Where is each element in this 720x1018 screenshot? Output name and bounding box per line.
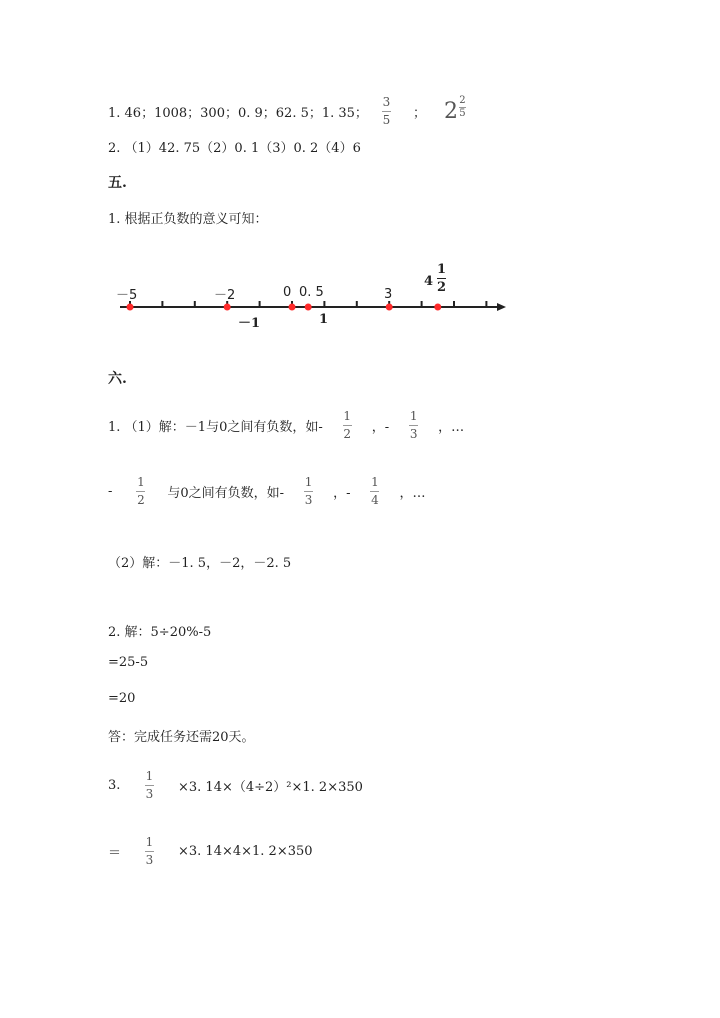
text: - [108,483,113,499]
section-title: 五. [108,175,127,191]
answer-line-1: 1. 46；1008；300；0. 9；62. 5；1. 35； [108,105,368,121]
text: =20 [108,691,136,706]
text: 2. 解：5÷20%-5 [108,625,212,640]
section-title: 六. [108,371,127,387]
denominator: 3 [145,786,154,801]
q1b-row [108,474,426,508]
text: ，… [438,419,465,435]
denominator: 5 [382,112,391,127]
arrow-icon [497,303,506,311]
numerator: 1 [145,768,154,783]
fraction [382,96,391,127]
denominator: 2 [437,280,447,295]
text: ，- [371,419,390,435]
fraction [136,476,145,507]
label: 1 [319,312,329,327]
text: 答：完成任务还需20天。 [108,730,255,745]
fraction [304,476,313,507]
mixed-fraction [459,96,466,119]
point-marker [127,304,134,311]
numerator: 1 [371,474,379,489]
numerator: 1 [304,474,313,489]
point-marker [224,304,231,311]
text: ，- [333,485,351,501]
numerator: 1 [137,474,145,489]
label: 0 [283,285,292,300]
fraction [145,836,154,867]
point-marker [386,304,393,311]
denominator: 5 [459,108,466,119]
answer-line-2: 2. （1）42. 75（2）0. 1（3）0. 2（4）6 [108,141,361,156]
point-marker [305,304,312,311]
text: 1. （1）解：－1与0之间有负数，如- [108,419,323,435]
text: ，… [399,485,426,501]
numerator: 1 [437,262,447,277]
text: 与0之间有负数，如- [167,485,285,501]
denominator: 3 [145,852,154,867]
mixed-whole: 2 [443,98,458,124]
label: 3 [384,287,393,302]
numerator: 1 [409,408,418,423]
text: =25-5 [108,655,149,670]
label: 4 [424,274,434,289]
label: －1 [238,316,261,331]
denominator: 4 [371,492,379,507]
text-line: 1. 根据正负数的意义可知： [108,212,268,227]
label-fraction [437,263,446,294]
label: 0. 5 [299,285,324,300]
numerator: 2 [459,95,466,106]
number-line [0,250,720,340]
text: ＝ [108,845,122,861]
numerator: 1 [145,834,154,849]
separator: ； [412,105,426,121]
point-marker [289,304,296,311]
point-marker [434,304,441,311]
numerator: 1 [343,408,352,423]
fraction [145,770,154,801]
text: 3. [108,777,121,793]
denominator: 3 [304,492,313,507]
text: ×3. 14×4×1. 2×350 [178,843,313,859]
q3-row-1 [108,768,363,802]
denominator: 2 [137,492,145,507]
fraction [409,410,418,441]
label: －5 [116,288,138,303]
numerator: 3 [382,94,391,109]
denominator: 2 [343,426,352,441]
fraction [370,476,379,507]
text: ×3. 14×（4÷2）²×1. 2×350 [178,779,363,795]
fraction [343,410,352,441]
answer-row-1 [108,94,466,128]
q1a-row [108,408,464,442]
denominator: 3 [409,426,418,441]
text: （2）解：－1. 5，－2，－2. 5 [108,556,292,571]
label: －2 [214,288,236,303]
q3-row-2 [108,834,313,868]
